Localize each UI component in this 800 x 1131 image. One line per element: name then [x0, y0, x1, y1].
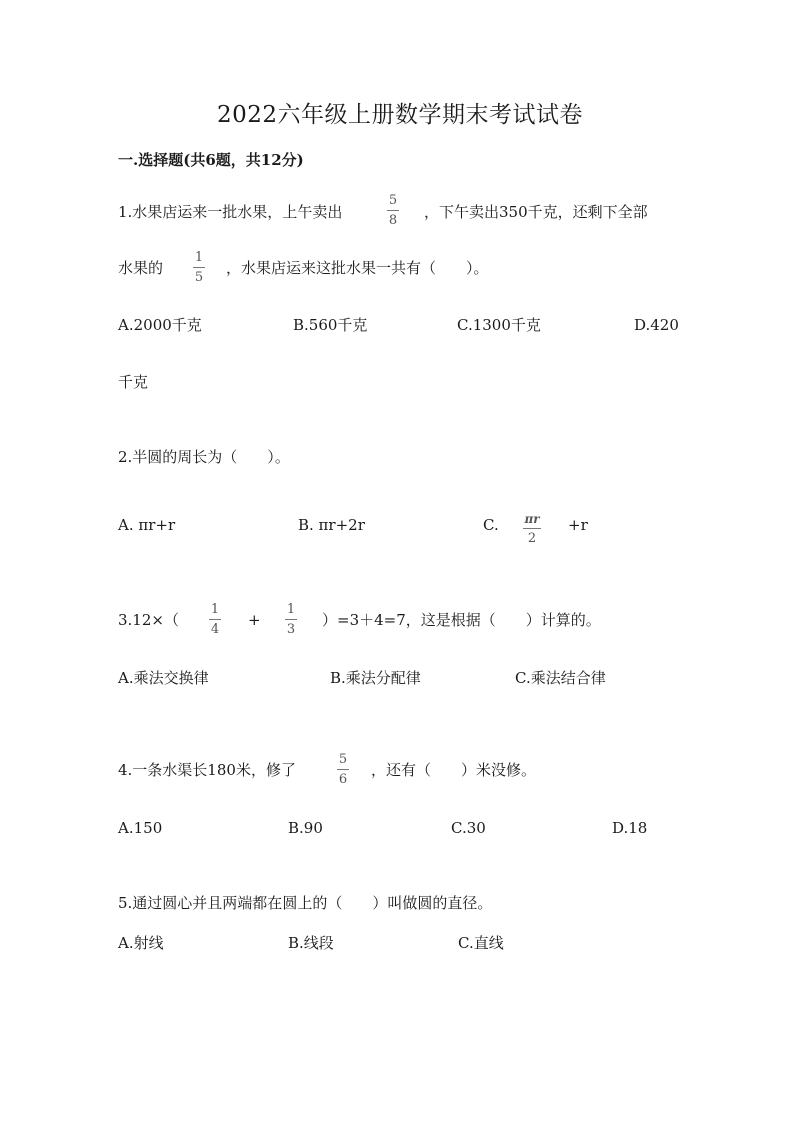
q1-stem-part4: ，水果店运来这批水果一共有（ ）。 [226, 259, 489, 277]
fraction-bar [387, 210, 399, 211]
q4-stem-part1: 4.一条水渠长180米，修了 [118, 761, 296, 779]
q4-stem-part2: ，还有（ ）米没修。 [371, 761, 537, 779]
fraction-bar [193, 267, 205, 268]
page-title: 2022六年级上册数学期末考试试卷 [216, 102, 584, 128]
fraction-bar [285, 619, 297, 620]
q3-fraction-1-numerator: 1 [210, 602, 220, 617]
q3-stem-part1: 3.12×（ [118, 611, 179, 629]
q1-fraction-1 [387, 194, 399, 228]
fraction-bar [209, 619, 221, 620]
q2-option-c-numerator: πr [524, 512, 540, 526]
q3-stem-part2: ）=3＋4=7，这是根据（ ）计算的。 [322, 611, 601, 629]
q3-option-a[interactable]: A.乘法交换律 [118, 669, 209, 687]
q1-option-d-wrap: 千克 [118, 373, 149, 391]
q4-fraction-denominator: 6 [338, 772, 348, 787]
q1-fraction-2 [193, 251, 205, 285]
q5-option-b[interactable]: B.线段 [288, 934, 334, 952]
q2-option-c[interactable]: C. [483, 516, 499, 534]
q3-plus-sign: + [248, 611, 261, 629]
q1-option-c[interactable]: C.1300千克 [457, 316, 541, 334]
q3-option-b[interactable]: B.乘法分配律 [330, 669, 421, 687]
q4-option-b[interactable]: B.90 [288, 819, 323, 837]
q4-fraction-numerator: 5 [338, 752, 348, 767]
q3-fraction-2 [285, 603, 297, 637]
q1-fraction-2-numerator: 1 [194, 250, 204, 265]
q4-option-a[interactable]: A.150 [118, 819, 163, 837]
q1-fraction-1-numerator: 5 [388, 193, 398, 208]
fraction-bar [523, 528, 541, 529]
q4-fraction [337, 753, 349, 787]
q1-stem-part3: 水果的 [118, 259, 164, 277]
q5-option-c[interactable]: C.直线 [458, 934, 504, 952]
q2-option-c-tail: +r [568, 516, 588, 534]
q1-option-b[interactable]: B.560千克 [293, 316, 368, 334]
section-heading: 一.选择题(共6题，共12分) [118, 151, 304, 169]
q5-stem: 5.通过圆心并且两端都在圆上的（ ）叫做圆的直径。 [118, 894, 493, 912]
q2-option-c-denominator: 2 [527, 531, 537, 546]
q4-option-d[interactable]: D.18 [612, 819, 648, 837]
q3-fraction-1-denominator: 4 [210, 622, 220, 637]
q1-fraction-1-denominator: 8 [388, 213, 398, 228]
q1-option-a[interactable]: A.2000千克 [118, 316, 202, 334]
q2-stem: 2.半圆的周长为（ ）。 [118, 448, 290, 466]
q2-option-c-fraction [523, 512, 541, 546]
q2-option-a[interactable]: A. πr+r [118, 516, 176, 534]
fraction-bar [337, 769, 349, 770]
q2-option-b[interactable]: B. πr+2r [298, 516, 365, 534]
q3-option-c[interactable]: C.乘法结合律 [515, 669, 606, 687]
q3-fraction-2-numerator: 1 [286, 602, 296, 617]
q1-option-d[interactable]: D.420 [634, 316, 679, 334]
q1-stem-part2: ，下午卖出350千克，还剩下全部 [424, 203, 648, 221]
q5-option-a[interactable]: A.射线 [118, 934, 164, 952]
q3-fraction-1 [209, 603, 221, 637]
q1-fraction-2-denominator: 5 [194, 270, 204, 285]
q1-stem-part1: 1.水果店运来一批水果，上午卖出 [118, 203, 343, 221]
q3-fraction-2-denominator: 3 [286, 622, 296, 637]
q4-option-c[interactable]: C.30 [451, 819, 486, 837]
